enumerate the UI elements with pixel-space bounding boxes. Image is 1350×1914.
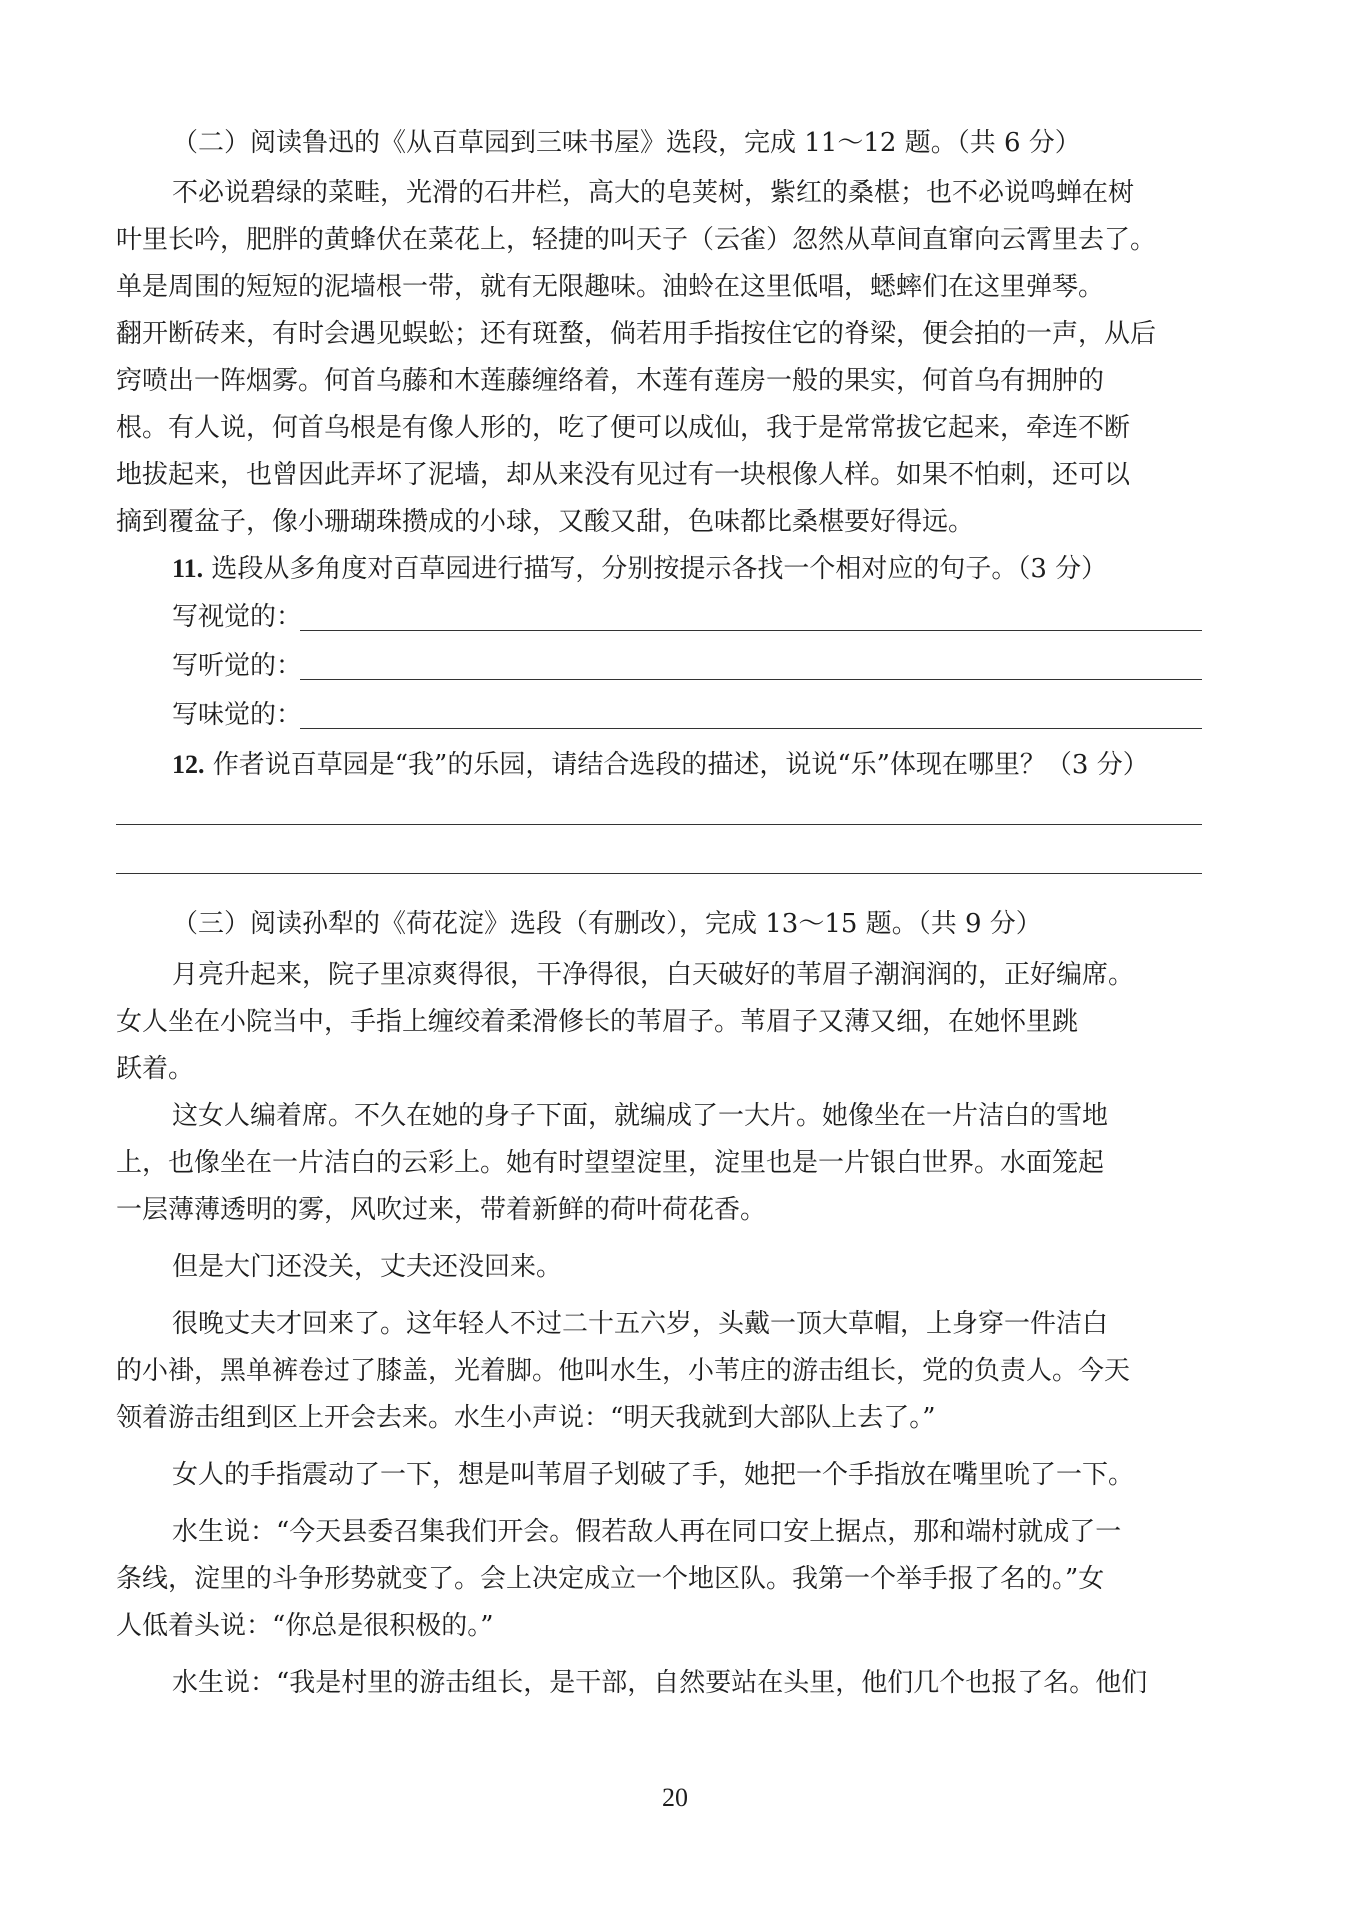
- passage-line: 条线，淀里的斗争形势就变了。会上决定成立一个地区队。我第一个举手报了名的。”女: [116, 1564, 1105, 1594]
- answer-line[interactable]: [116, 824, 1202, 825]
- passage-line: 跃着。: [116, 1054, 195, 1084]
- answer-line[interactable]: [300, 728, 1202, 729]
- question-12: [172, 747, 1200, 783]
- passage-line: 水生说：“今天县委召集我们开会。假若敌人再在同口安上据点，那和端村就成了一: [172, 1517, 1122, 1547]
- answer-line[interactable]: [300, 679, 1202, 680]
- passage-line: 女人坐在小院当中，手指上缠绞着柔滑修长的苇眉子。苇眉子又薄又细，在她怀里跳: [116, 1007, 1079, 1037]
- passage-line: 叶里长吟，肥胖的黄蜂伏在菜花上，轻捷的叫天子（云雀）忽然从草间直窜向云霄里去了。: [116, 225, 1157, 255]
- answer-field-auditory[interactable]: [172, 648, 1202, 684]
- passage-line: 摘到覆盆子，像小珊瑚珠攒成的小球，又酸又甜，色味都比桑椹要好得远。: [116, 507, 975, 537]
- answer-prompt: 写视觉的：: [172, 602, 303, 632]
- answer-field-visual[interactable]: [172, 599, 1202, 635]
- answer-line[interactable]: [116, 873, 1202, 874]
- section-header: （二）阅读鲁迅的《从百草园到三味书屋》选段，完成 11～12 题。（共 6 分）: [172, 128, 1081, 158]
- answer-prompt: 写听觉的：: [172, 651, 303, 681]
- question-text: 选段从多角度对百草园进行描写，分别按提示各找一个相对应的句子。（3 分）: [211, 554, 1108, 584]
- passage-line: 单是周围的短短的泥墙根一带，就有无限趣味。油蛉在这里低唱，蟋蟀们在这里弹琴。: [116, 272, 1105, 302]
- passage-line: 领着游击组到区上开会去来。水生小声说：“明天我就到大部队上去了。”: [116, 1403, 936, 1433]
- passage-line: 一层薄薄透明的雾，风吹过来，带着新鲜的荷叶荷花香。: [116, 1195, 767, 1225]
- question-number: 11.: [172, 554, 204, 583]
- answer-prompt: 写味觉的：: [172, 700, 303, 730]
- passage-line: 但是大门还没关，丈夫还没回来。: [172, 1252, 563, 1282]
- page-number: 20: [662, 1783, 688, 1812]
- question-11: [172, 551, 1200, 587]
- passage-line: 不必说碧绿的菜畦，光滑的石井栏，高大的皂荚树，紫红的桑椹；也不必说鸣蝉在树: [172, 178, 1135, 208]
- passage-line: 地拔起来，也曾因此弄坏了泥墙，却从来没有见过有一块根像人样。如果不怕刺，还可以: [116, 460, 1131, 490]
- question-text: 作者说百草园是“我”的乐园，请结合选段的描述，说说“乐”体现在哪里？（3 分）: [212, 750, 1149, 780]
- question-number: 12.: [172, 750, 205, 779]
- passage-line: 水生说：“我是村里的游击组长，是干部，自然要站在头里，他们几个也报了名。他们: [172, 1668, 1148, 1698]
- section-header: （三）阅读孙犁的《荷花淀》选段（有删改），完成 13～15 题。（共 9 分）: [172, 909, 1042, 939]
- passage-line: 月亮升起来，院子里凉爽得很，干净得很，白天破好的苇眉子潮润润的，正好编席。: [172, 960, 1135, 990]
- answer-line[interactable]: [300, 630, 1202, 631]
- passage-line: 翻开断砖来，有时会遇见蜈蚣；还有斑蝥，倘若用手指按住它的脊梁，便会拍的一声，从后: [116, 319, 1157, 349]
- passage-line: 窍喷出一阵烟雾。何首乌藤和木莲藤缠络着，木莲有莲房一般的果实，何首乌有拥肿的: [116, 366, 1105, 396]
- passage-line: 很晚丈夫才回来了。这年轻人不过二十五六岁，头戴一顶大草帽，上身穿一件洁白: [172, 1309, 1109, 1339]
- passage-line: 人低着头说：“你总是很积极的。”: [116, 1611, 494, 1641]
- passage-line: 的小褂，黑单裤卷过了膝盖，光着脚。他叫水生，小苇庄的游击组长，党的负责人。今天: [116, 1356, 1131, 1386]
- passage-line: 这女人编着席。不久在她的身子下面，就编成了一大片。她像坐在一片洁白的雪地: [172, 1101, 1109, 1131]
- passage-line: 上，也像坐在一片洁白的云彩上。她有时望望淀里，淀里也是一片银白世界。水面笼起: [116, 1148, 1105, 1178]
- answer-field-taste[interactable]: [172, 697, 1202, 733]
- passage-line: 根。有人说，何首乌根是有像人形的，吃了便可以成仙，我于是常常拔它起来，牵连不断: [116, 413, 1131, 443]
- passage-line: 女人的手指震动了一下，想是叫苇眉子划破了手，她把一个手指放在嘴里吮了一下。: [172, 1460, 1135, 1490]
